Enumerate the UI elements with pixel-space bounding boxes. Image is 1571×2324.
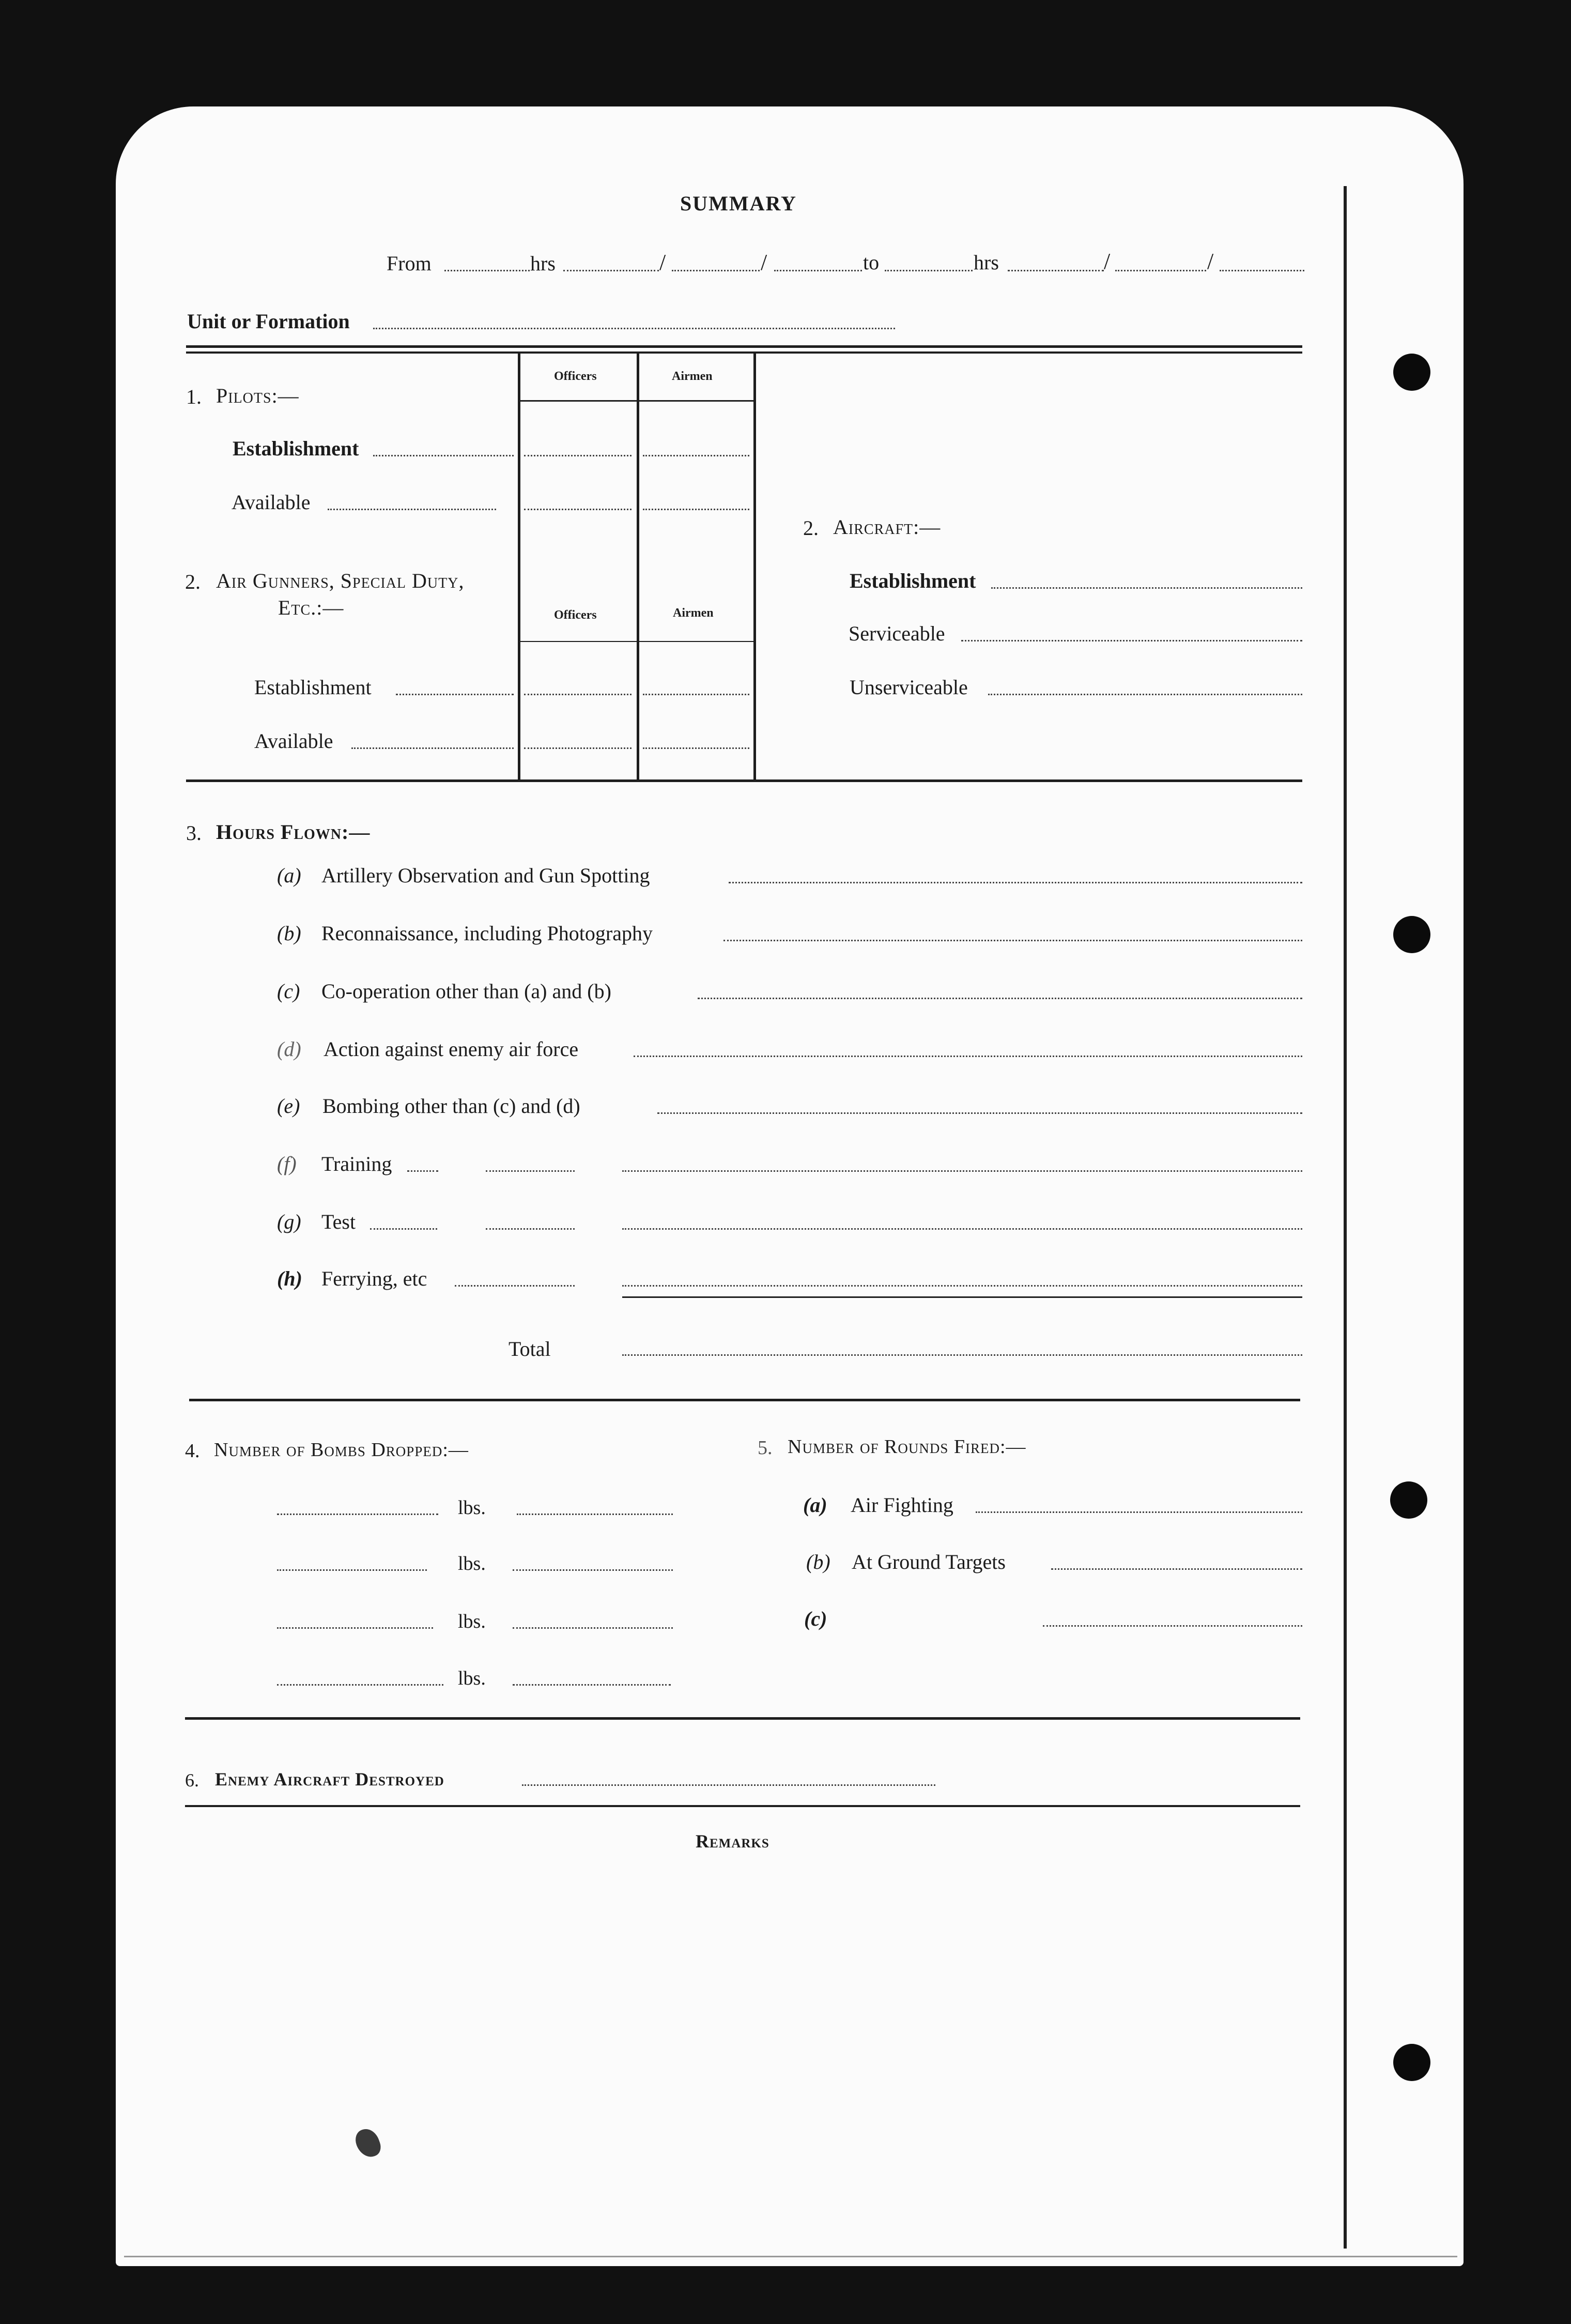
- bombs-unit: lbs.: [458, 1611, 486, 1632]
- pilots-available-field[interactable]: [328, 509, 496, 510]
- gunners-available-field[interactable]: [351, 747, 514, 749]
- from-year-field[interactable]: [774, 270, 862, 271]
- hours-item-label: Test: [321, 1210, 356, 1233]
- gunners-establishment-airmen[interactable]: [643, 694, 749, 695]
- gunners-establishment-label: Establishment: [254, 676, 372, 699]
- section-rule: [189, 1399, 1300, 1401]
- section-rule: [186, 779, 1302, 782]
- unit-field[interactable]: [373, 328, 895, 329]
- rounds-item-field[interactable]: [1043, 1625, 1302, 1627]
- bombs-count-field[interactable]: [277, 1627, 433, 1629]
- hours-total-field[interactable]: [622, 1354, 1302, 1356]
- subtotal-rule: [622, 1296, 1302, 1298]
- date-slash: /: [761, 250, 767, 275]
- gunners-available-label: Available: [254, 729, 333, 753]
- enemy-heading: Enemy Aircraft Destroyed: [215, 1769, 444, 1790]
- hours-item-field[interactable]: [657, 1112, 1302, 1114]
- to-year-field[interactable]: [1220, 270, 1304, 271]
- officers-header: Officers: [554, 370, 597, 383]
- section-rule: [186, 351, 1302, 354]
- enemy-num: 6.: [185, 1770, 199, 1791]
- bombs-count-field[interactable]: [277, 1684, 443, 1686]
- gunners-available-airmen[interactable]: [643, 747, 749, 749]
- pilots-available-label: Available: [232, 491, 311, 514]
- rounds-item-letter: (c): [804, 1607, 827, 1630]
- to-month-field[interactable]: [1115, 270, 1206, 271]
- hours-item-field[interactable]: [455, 1285, 575, 1287]
- aircraft-unserviceable-field[interactable]: [988, 694, 1302, 695]
- hours-item-label: Action against enemy air force: [324, 1037, 579, 1061]
- header-rule: [518, 400, 756, 402]
- aircraft-establishment-label: Establishment: [850, 569, 976, 592]
- hours-item-letter: (h): [277, 1267, 302, 1290]
- hours-item-field[interactable]: [698, 998, 1302, 999]
- table-col-rule: [518, 354, 520, 781]
- section-rule: [185, 1805, 1300, 1807]
- date-slash: /: [1104, 249, 1111, 274]
- hours-item-label: Training: [321, 1152, 392, 1175]
- hours-item-field[interactable]: [486, 1170, 575, 1172]
- table-col-rule: [753, 354, 756, 781]
- gunners-num: 2.: [185, 570, 201, 593]
- pilots-establishment-field[interactable]: [373, 455, 514, 456]
- airmen-header: Airmen: [672, 370, 713, 383]
- gunners-establishment-officers[interactable]: [524, 694, 632, 695]
- rounds-item-field[interactable]: [1051, 1568, 1302, 1570]
- aircraft-unserviceable-label: Unserviceable: [850, 676, 968, 699]
- pilots-heading: Pilots:—: [216, 384, 299, 407]
- hours-total-label: Total: [509, 1337, 551, 1360]
- hours-num: 3.: [186, 821, 202, 845]
- pilots-num: 1.: [186, 385, 202, 408]
- hours-item-field[interactable]: [622, 1170, 1302, 1172]
- gunners-establishment-field[interactable]: [396, 694, 514, 695]
- hours-item-field[interactable]: [622, 1228, 1302, 1230]
- officers-header: Officers: [554, 608, 597, 622]
- hours-item-field[interactable]: [723, 940, 1302, 941]
- unit-label: Unit or Formation: [187, 310, 350, 333]
- rounds-item-letter: (a): [803, 1493, 827, 1517]
- punch-hole: [1390, 1481, 1427, 1519]
- punch-hole: [1393, 354, 1430, 391]
- pilots-establishment-airmen[interactable]: [643, 455, 749, 456]
- hours-item-letter: (d): [277, 1037, 301, 1061]
- enemy-field[interactable]: [522, 1784, 935, 1786]
- aircraft-serviceable-field[interactable]: [961, 640, 1302, 641]
- pilots-available-airmen[interactable]: [643, 509, 749, 510]
- to-day-field[interactable]: [1008, 270, 1104, 271]
- table-col-rule: [637, 354, 639, 781]
- punch-hole: [1393, 2044, 1430, 2081]
- paper-edge: [124, 2256, 1457, 2257]
- hours-item-letter: (c): [277, 980, 300, 1003]
- hours-item-field[interactable]: [370, 1228, 437, 1230]
- pilots-establishment-officers[interactable]: [524, 455, 632, 456]
- gunners-available-officers[interactable]: [524, 747, 632, 749]
- margin-rule: [1344, 186, 1347, 2249]
- from-month-field[interactable]: [672, 270, 760, 271]
- bombs-count-field[interactable]: [277, 1569, 427, 1571]
- hrs-label: hrs: [974, 251, 999, 274]
- bombs-num: 4.: [185, 1440, 200, 1462]
- aircraft-num: 2.: [803, 516, 819, 540]
- page-title: SUMMARY: [680, 192, 797, 215]
- header-rule: [520, 641, 753, 642]
- hours-item-label: Reconnaissance, including Photography: [321, 922, 653, 945]
- hours-item-field[interactable]: [729, 882, 1302, 883]
- bombs-count-field[interactable]: [277, 1513, 438, 1515]
- hours-item-field[interactable]: [407, 1170, 438, 1172]
- hours-item-label: Artillery Observation and Gun Spotting: [321, 864, 650, 887]
- hours-heading: Hours Flown:—: [216, 820, 371, 844]
- remarks-area[interactable]: [186, 1861, 1302, 2243]
- pilots-establishment-label: Establishment: [233, 437, 359, 460]
- from-label: From: [387, 252, 432, 275]
- to-label: to: [863, 251, 880, 274]
- date-slash: /: [1207, 249, 1214, 274]
- rounds-num: 5.: [758, 1437, 773, 1459]
- section-rule: [186, 345, 1302, 348]
- from-field[interactable]: [444, 270, 530, 271]
- hours-item-letter: (f): [277, 1152, 297, 1175]
- hrs-label: hrs: [530, 252, 556, 275]
- pilots-available-officers[interactable]: [524, 509, 632, 510]
- bombs-weight-field[interactable]: [513, 1684, 671, 1686]
- bombs-weight-field[interactable]: [517, 1513, 673, 1515]
- rounds-item-field[interactable]: [976, 1511, 1302, 1513]
- aircraft-heading: Aircraft:—: [833, 515, 941, 539]
- hours-item-field[interactable]: [622, 1285, 1302, 1287]
- date-slash: /: [659, 250, 666, 275]
- hours-item-field[interactable]: [486, 1228, 575, 1230]
- hours-item-letter: (e): [277, 1094, 300, 1118]
- bombs-heading: Number of Bombs Dropped:—: [214, 1439, 469, 1461]
- section-rule: [185, 1717, 1300, 1720]
- rounds-item-label: At Ground Targets: [852, 1550, 1006, 1573]
- bombs-unit: lbs.: [458, 1553, 486, 1574]
- gunners-heading-cont: Etc.:—: [278, 596, 344, 619]
- hours-item-label: Bombing other than (c) and (d): [322, 1094, 580, 1118]
- hours-item-letter: (g): [277, 1210, 301, 1233]
- hours-item-label: Co-operation other than (a) and (b): [321, 980, 611, 1003]
- aircraft-establishment-field[interactable]: [991, 587, 1302, 589]
- airmen-header: Airmen: [673, 606, 714, 620]
- rounds-item-label: Air Fighting: [851, 1493, 953, 1517]
- to-field[interactable]: [885, 270, 973, 271]
- rounds-item-letter: (b): [806, 1550, 830, 1573]
- hours-item-field[interactable]: [634, 1056, 1302, 1057]
- aircraft-serviceable-label: Serviceable: [849, 622, 945, 645]
- hours-item-label: Ferrying, etc: [321, 1267, 427, 1290]
- bombs-unit: lbs.: [458, 1497, 486, 1519]
- gunners-heading: Air Gunners, Special Duty,: [216, 569, 465, 592]
- bombs-unit: lbs.: [458, 1668, 486, 1689]
- from-day-field[interactable]: [563, 270, 659, 271]
- bombs-weight-field[interactable]: [513, 1569, 673, 1571]
- punch-hole: [1393, 916, 1430, 953]
- rounds-heading: Number of Rounds Fired:—: [788, 1436, 1026, 1458]
- bombs-weight-field[interactable]: [513, 1627, 673, 1629]
- hours-item-letter: (a): [277, 864, 301, 887]
- remarks-heading: Remarks: [696, 1831, 769, 1852]
- hours-item-letter: (b): [277, 922, 301, 945]
